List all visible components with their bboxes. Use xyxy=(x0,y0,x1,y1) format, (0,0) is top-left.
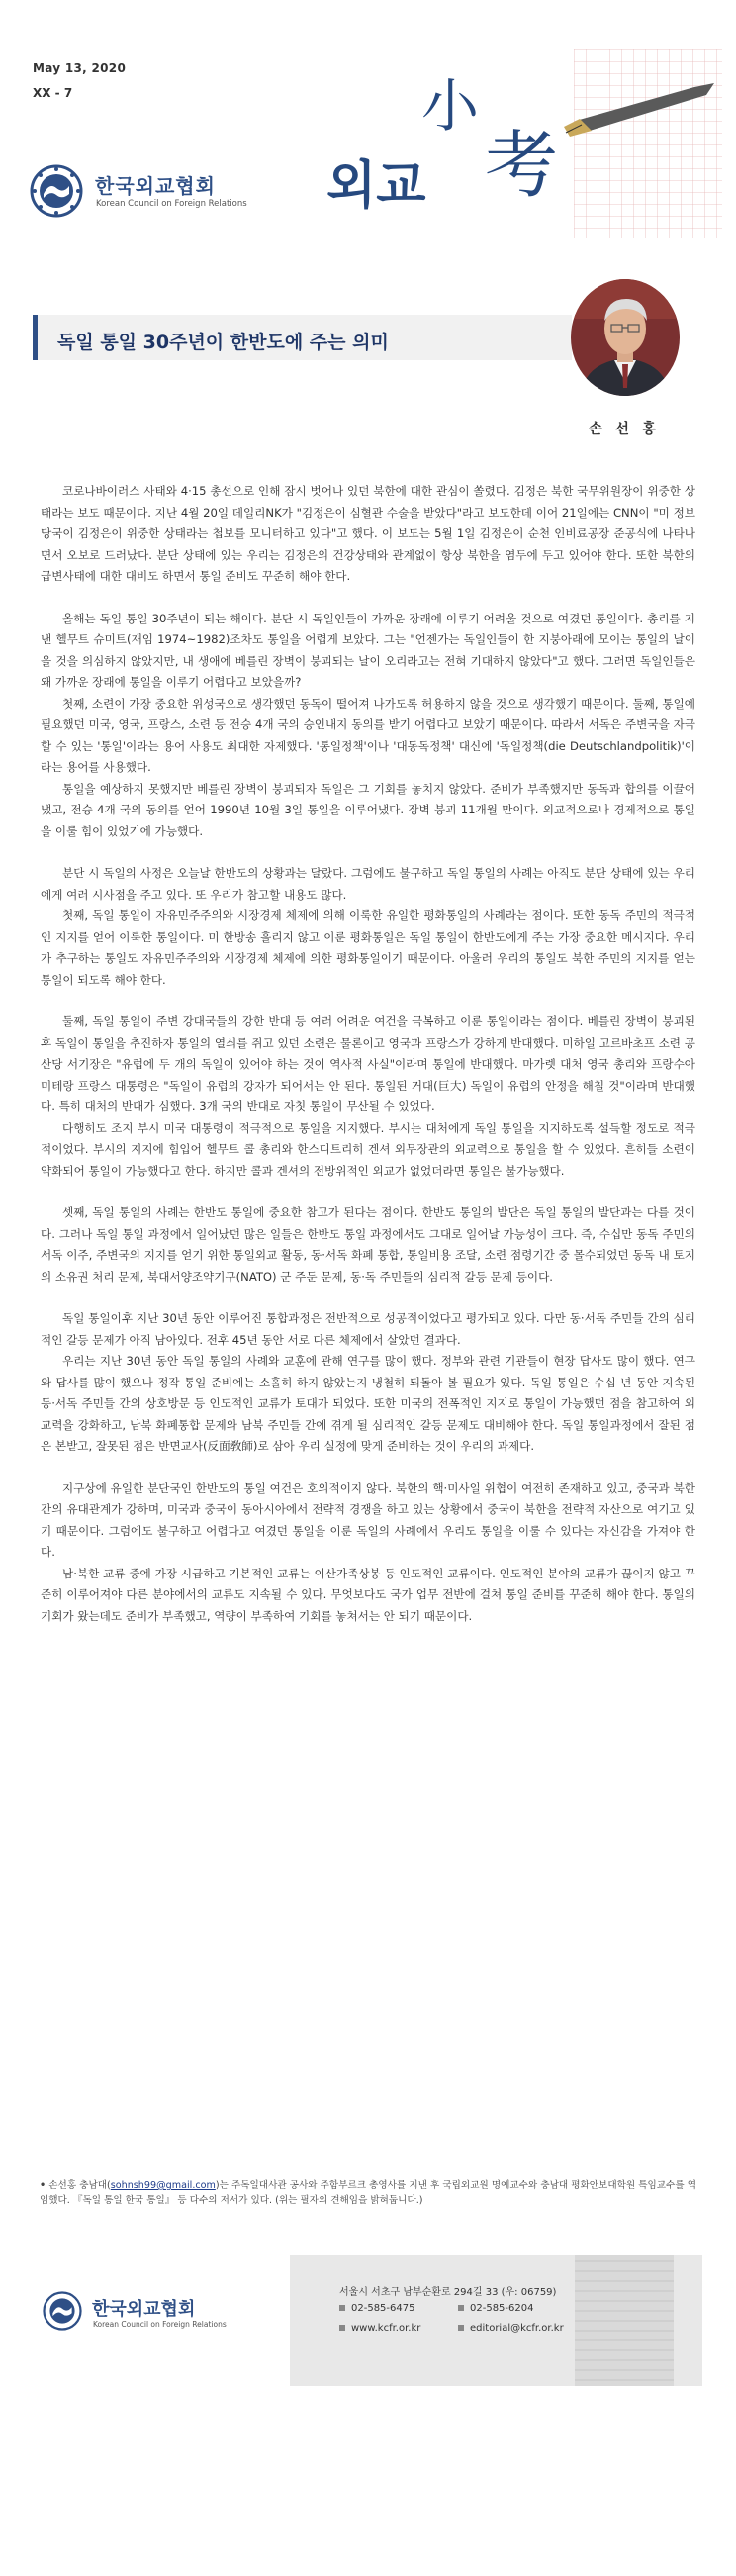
paragraph: 독일 통일이후 지난 30년 동안 이루어진 통합과정은 전반적으로 성공적이었다고 평가되고 있다. 다만 동·서독 주민들 간의 심리적인 갈등 문제가 아직 남아있다. 전후 45년 동안 서로 다른 체제에서 살았던 결과다. xyxy=(41,1311,695,1347)
footer-web-row xyxy=(339,2323,420,2334)
footer-tel: 02-585-6475 xyxy=(351,2303,415,2314)
org-name-en: Korean Council on Foreign Relations xyxy=(96,199,247,209)
brand-char-consider: 考 xyxy=(485,123,558,208)
email-icon xyxy=(458,2325,464,2331)
brand-mark xyxy=(326,49,722,238)
kcfr-emblem-icon xyxy=(30,164,83,218)
paragraph: 셋째, 독일 통일의 사례는 한반도 통일에 중요한 참고가 된다는 점이다. 한반도 통일의 발단은 독일 통일의 발단과는 다를 것이다. 그러나 독일 통일 과정에서 일어났던 많은 일들은 한반도 통일 과정에서도 그대로 일어날 가능성이 크다. 즉, 수십만 동독 주민의 서독 이주, 주변국의 지지를 얻기 위한 통일외교 활동, 동·서독 화폐 통합, 통일비용 조달, 소련 점령기간 중 몰수되었던 동독 내 토지의 소유권 처리 문제, 북대서양조약기구(NATO) 군 주둔 문제, 동·독 주민들의 심리적 갈등 문제 등이다. xyxy=(41,1205,695,1284)
paragraph: 우리는 지난 30년 동안 독일 통일의 사례와 교훈에 관해 연구를 많이 했다. 정부와 관련 기관들이 현장 답사도 많이 했다. 연구와 답사를 많이 했으나 정작 통일 준비에는 소홀히 하지 않았는지 냉철히 되돌아 볼 필요가 있다. 독일 통일은 수십 년 동안 지속된 동·서독 주민들 간의 상호방문 등 인도적인 교류가 토대가 되었다. 또한 미국의 전폭적인 지지로 통일이 가능했던 점을 참고하여 외교력을 강화하고, 남북 화폐통합 문제와 남북 주민들 간에 겪게 될 심리적인 갈등 문제도 대비해야 한다. 독일 통일과정에서 잘된 점은 본받고, 잘못된 점은 반면교사(反面敎師)로 삼아 우리 실정에 맞게 준비하는 것이 우리의 과제다. xyxy=(41,1354,695,1453)
brand-title: 외교 xyxy=(326,156,426,216)
author-name: 손 선 홍 xyxy=(588,422,661,437)
grid-paper-decoration xyxy=(574,49,722,238)
footer-website[interactable]: www.kcfr.or.kr xyxy=(351,2323,421,2334)
footer-email-row xyxy=(458,2323,564,2334)
paragraph: 남·북한 교류 중에 가장 시급하고 기본적인 교류는 이산가족상봉 등 인도적인 교류이다. 인도적인 분야의 교류가 끊이지 않고 꾸준히 이루어져야 다른 분야에서의 교류도 지속될 수 있다. 무엇보다도 국가 업무 전반에 걸쳐 통일 준비를 꾸준히 해야 한다. 통일의 기회가 왔는데도 준비가 부족했고, 역량이 부족하여 기회를 놓쳐서는 안 되기 때문이다. xyxy=(41,1566,695,1623)
article-title: 독일 통일 30주년이 한반도에 주는 의미 xyxy=(57,332,389,353)
footer-fax: 02-585-6204 xyxy=(470,2303,534,2314)
org-name-ko: 한국외교협회 xyxy=(95,174,216,198)
footer xyxy=(33,2255,702,2386)
footnote-suffix: )는 주독일대사관 공사와 주함부르크 총영사를 지낸 후 국립외교원 명예교수와 충남대 평화안보대학원 특임교수를 역임했다. 『독일 통일 한국 통일』 등 다수의 저서가 있다. (위는 필자의 견해임을 밝혀둡니다.) xyxy=(40,2180,696,2206)
footer-org-name-ko: 한국외교협회 xyxy=(92,2299,196,2320)
paragraph: 첫째, 독일 통일이 자유민주주의와 시장경제 체제에 의해 이룩한 유일한 평화통일의 사례라는 점이다. 또한 동독 주민의 적극적인 지지를 얻어 이룩한 통일이다. 미 한방송 흘리지 않고 이룬 평화통일은 독일 통일이 한반도에게 주는 가장 중요한 메시지다. 우리가 추구하는 통일도 자유민주주의와 시장경제 체제에 의한 평화통일이기 때문이다. 아울러 우리의 통일도 북한 주민의 지지를 얻는 통일이 되도록 해야 한다. xyxy=(41,908,695,987)
footer-phone-row xyxy=(339,2303,414,2314)
kcfr-emblem-icon xyxy=(43,2291,82,2331)
footer-address: 서울시 서초구 남부순환로 294길 33 (우: 06759) xyxy=(339,2287,557,2298)
footer-email[interactable]: editorial@kcfr.or.kr xyxy=(470,2323,564,2334)
author-email-link[interactable]: sohnsh99@gmail.com xyxy=(110,2180,216,2191)
web-icon xyxy=(339,2325,345,2331)
paragraph: 올해는 독일 통일 30주년이 되는 해이다. 분단 시 독일인들이 가까운 장래에 이루기 어려울 것으로 여겼던 통일이다. 총리를 지낸 헬무트 슈미트(재임 1974~1982)조차도 통일을 어렵게 보았다. 그는 "언젠가는 독일인들이 한 지붕아래에 모이는 통일의 날이 올 것을 의심하지 않았지만, 내 생애에 베를린 장벽이 붕괴되는 날이 오리라고는 전혀 기대하지 않았다"고 했다. 그러면 독일인들은 왜 가까운 장래에 통일을 이루기 어렵다고 보았을까? xyxy=(41,611,695,689)
article-body xyxy=(41,481,695,1627)
paragraph: 다행히도 조지 부시 미국 대통령이 적극적으로 통일을 지지했다. 부시는 대처에게 독일 통일을 지지하도록 설득할 정도로 적극적이었다. 부시의 지지에 힘입어 헬무트 콜 총리와 한스디트리히 겐셔 외무장관의 외교력으로 통일을 할 수 있었다. 흔히들 소련이 약화되어 통일이 가능했다고 한다. 하지만 콜과 겐셔의 전방위적인 외교가 없었더라면 통일은 불가능했다. xyxy=(41,1120,695,1178)
footnote-bullet: • xyxy=(40,2180,46,2191)
footnote-prefix: 손선홍 충남대( xyxy=(48,2180,111,2191)
paragraph: 지구상에 유일한 분단국인 한반도의 통일 여건은 호의적이지 않다. 북한의 핵·미사일 위협이 여전히 존재하고 있고, 중국과 북한 간의 유대관계가 강하며, 미국과 중국이 동아시아에서 전략적 경쟁을 하고 있는 상황에서 중국이 북한을 전략적 자산으로 여기고 있기 때문이다. 그럼에도 불구하고 어렵다고 여겼던 통일을 이룬 독일의 사례에서 우리도 통일을 이룰 수 있다는 자신감을 가져야 한다. xyxy=(41,1480,695,1559)
paragraph: 코로나바이러스 사태와 4·15 총선으로 인해 잠시 벗어나 있던 북한에 대한 관심이 쏠렸다. 김정은 북한 국무위원장이 위중한 상태라는 보도 때문이다. 지난 4월 20일 데일리NK가 "김정은이 심혈관 수술을 받았다"라고 보도한데 이어 21일에는 CNN이 "미 정보당국이 김정은이 위중한 상태라는 첩보를 모니터하고 있다"고 했다. 이 보도는 5월 1일 김정은이 순천 인비료공장 준공식에 나타나면서 오보로 드러났다. 분단 상태에 있는 우리는 김정은의 건강상태와 관계없이 항상 북한을 염두에 두고 있어야 한다. 또한 북한의 급변사태에 대한 대비도 하면서 통일 준비도 꾸준히 해야 한다. xyxy=(41,484,695,583)
footer-org-name-en: Korean Council on Foreign Relations xyxy=(93,2320,227,2329)
author-portrait xyxy=(571,279,680,396)
author-footnote xyxy=(40,2178,696,2208)
paragraph: 분단 시 독일의 사정은 오늘날 한반도의 상황과는 달랐다. 그럼에도 불구하고 독일 통일의 사례는 아직도 분단 상태에 있는 우리에게 여러 시사점을 주고 있다. 또 우리가 참고할 내용도 많다. xyxy=(41,866,695,902)
phone-icon xyxy=(339,2305,345,2311)
brand-char-small: 小 xyxy=(421,72,480,140)
paragraph: 통일을 예상하지 못했지만 베를린 장벽이 붕괴되자 독일은 그 기회를 놓치지 않았다. 준비가 부족했지만 동독과 합의를 이끌어냈고, 전승 4개 국의 동의를 얻어 1990년 10월 3일 통일을 이루어냈다. 장벽 붕괴 11개월 만이다. 외교적으로나 경제적으로 통일을 이룰 힘이 있었기에 가능했다. xyxy=(41,781,695,838)
footer-fax-row xyxy=(458,2303,533,2314)
footer-logo xyxy=(33,2285,280,2354)
issue-number: XX - 7 xyxy=(33,86,73,100)
contact-box xyxy=(290,2255,702,2386)
paragraph: 첫째, 소련이 가장 중요한 위성국으로 생각했던 동독이 떨어져 나가도록 허용하지 않을 것으로 생각했기 때문이다. 둘째, 통일에 필요했던 미국, 영국, 프랑스, 소련 등 전승 4개 국의 승인내지 동의를 받기 어렵다고 보았기 때문이다. 따라서 서독은 주변국을 자극할 수 있는 '통일'이라는 용어 사용도 최대한 자제했다. '통일정책'이나 '대동독정책' 대신에 '독일정책(die Deutschlandpolitik)'이라는 용어를 사용했다. xyxy=(41,696,695,774)
paragraph: 둘째, 독일 통일이 주변 강대국들의 강한 반대 등 여러 어려운 여건을 극복하고 이룬 통일이라는 점이다. 베를린 장벽이 붕괴된 후 독일이 통일을 추진하자 통일의 열쇠를 쥐고 있던 소련은 물론이고 영국과 프랑스가 강하게 반대했다. 미하일 고르바초프 소련 공산당 서기장은 "유럽에 두 개의 독일이 있어야 하는 것이 역사적 사실"이라며 통일에 반대했다. 마가렛 대처 영국 총리와 프랑수아 미테랑 프랑스 대통령은 "독일이 유럽의 강자가 되어서는 안 된다. 통일된 거대(巨大) 독일이 유럽의 안정을 해칠 것"이라며 반대했다. 특히 대처의 반대가 심했다. 3개 국의 반대로 자칫 통일이 무산될 수 있었다. xyxy=(41,1014,695,1113)
fax-icon xyxy=(458,2305,464,2311)
fountain-pen-icon xyxy=(556,81,722,141)
issue-date: May 13, 2020 xyxy=(33,61,127,75)
stripe-decoration xyxy=(575,2255,674,2386)
title-bar xyxy=(33,315,572,360)
org-logo xyxy=(26,164,313,226)
